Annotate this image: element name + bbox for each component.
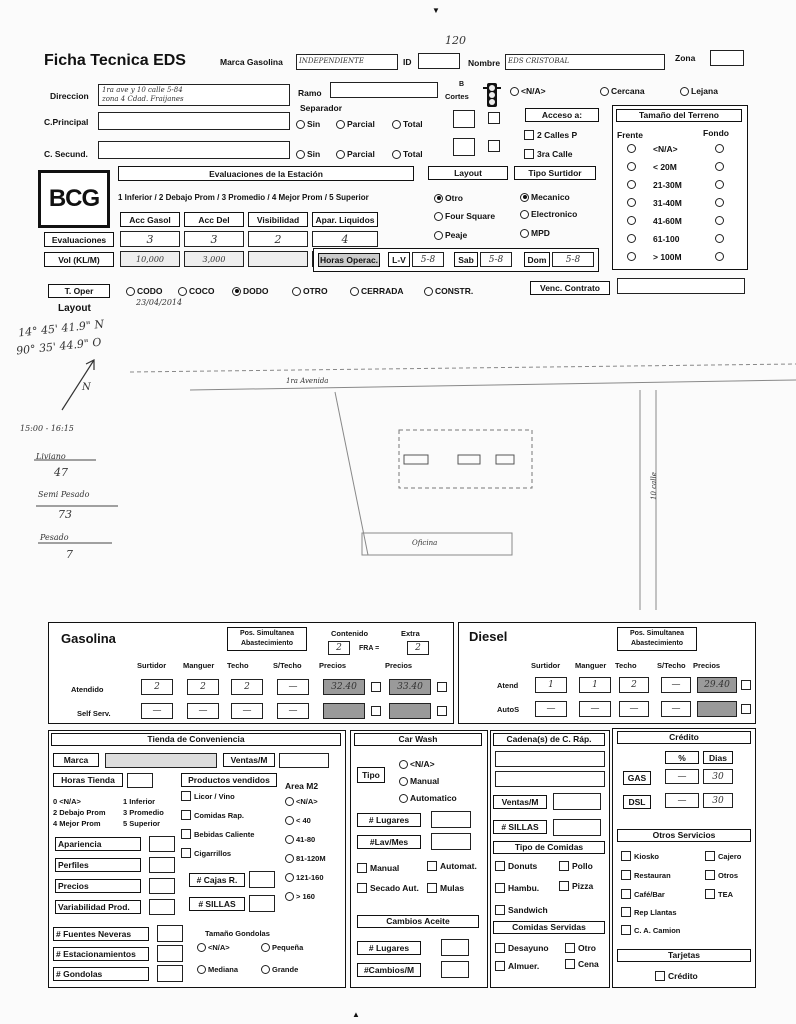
gas-col-header: Precios [319, 661, 347, 670]
count-label: # Gondolas [53, 967, 149, 981]
surtidor-electronico[interactable]: Electronico [520, 209, 577, 219]
gas-price-check[interactable] [437, 682, 447, 692]
direccion-line2: zona 4 Cdad. Fraijanes [102, 95, 184, 103]
time-range: 15:00 - 16:15 [20, 424, 74, 433]
carwash-tipo-label: Tipo [357, 767, 385, 783]
ramo-label: Ramo [298, 88, 322, 98]
tarjetas-title: Tarjetas [617, 949, 751, 962]
area-radio[interactable]: > 160 [285, 892, 315, 901]
horas-label: Horas Operac. [319, 255, 379, 265]
comida-sillas-label: # SILLAS [493, 820, 547, 834]
fondo-radio[interactable] [715, 252, 724, 261]
diesel-panel [458, 622, 756, 724]
product-check[interactable]: Licor / Vino [181, 791, 235, 801]
scale-left: 0 <N/A> [53, 797, 81, 806]
eval-col-label: Apar. Liquidos [312, 212, 378, 227]
surtidor-mpd[interactable]: MPD [520, 228, 550, 238]
rating-label: Variabilidad Prod. [55, 900, 141, 914]
terreno-size-label: > 100M [653, 252, 682, 262]
dom-label: Dom [524, 252, 550, 267]
b-label: B [459, 81, 465, 88]
office-label: Oficina [412, 539, 438, 547]
horas-group [313, 248, 599, 272]
credito-gas-pct[interactable]: — [665, 769, 699, 784]
gasolina-panel [48, 622, 454, 724]
gas-atendido-label: Atendido [71, 685, 104, 694]
comida-ventas-label: Ventas/M [493, 795, 547, 809]
cajas-label: # Cajas R. [189, 873, 245, 887]
tienda-panel [48, 730, 346, 988]
fondo-radio[interactable] [715, 144, 724, 153]
carwash-lugares-field[interactable] [431, 811, 471, 828]
credito-panel [612, 728, 756, 988]
carwash-auto[interactable]: Automatico [399, 793, 457, 803]
gas-col-header: Techo [227, 661, 249, 670]
eval-col-label: Acc Gasol [120, 212, 180, 227]
dsl-auto-cell[interactable]: — [619, 701, 649, 717]
gas-atendido-cell[interactable]: 32.40 [323, 679, 365, 695]
top-mark: ▼ [432, 6, 440, 15]
zona-label: Zona [675, 53, 696, 63]
eval-col-label: Visibilidad [248, 212, 308, 227]
direccion-field[interactable] [98, 84, 290, 106]
gas-self-cell[interactable] [323, 703, 365, 719]
credito-dsl-label: DSL [623, 795, 651, 809]
gas-col-header: S/Techo [273, 661, 302, 670]
tienda-title: Tienda de Conveniencia [51, 733, 341, 746]
dsl-atend-label: Atend [497, 681, 519, 690]
dsl-col-header: Precios [693, 661, 721, 670]
lv-label: L-V [388, 252, 410, 267]
fondo-radio[interactable] [715, 216, 724, 225]
dsl-atend-cell[interactable]: 2 [619, 677, 649, 693]
bcg-logo: BCG [38, 170, 110, 228]
frente-radio[interactable] [627, 162, 636, 171]
frente-radio[interactable] [627, 216, 636, 225]
toper-option[interactable]: CONSTR. [424, 286, 473, 296]
layout-four-square[interactable]: Four Square [434, 211, 495, 221]
frente-radio[interactable] [627, 234, 636, 243]
gas-atendido-cell[interactable]: 2 [187, 679, 219, 695]
tienda-ventas-label: Ventas/M [223, 753, 275, 767]
scale-right: 1 Inferior [123, 797, 156, 806]
terreno-size-label: < 20M [653, 162, 677, 172]
gas-price-check[interactable] [371, 706, 381, 716]
rating-label: Apariencia [55, 837, 141, 851]
scale-right: 5 Superior [123, 819, 161, 828]
contenido-label: Contenido [331, 629, 369, 638]
principal-total[interactable]: Total [392, 119, 423, 129]
eval-score-field[interactable]: 2 [248, 231, 308, 247]
credito-dsl-dias[interactable]: 30 [703, 793, 733, 808]
gas-self-cell[interactable]: — [187, 703, 219, 719]
dsl-col-header: Techo [615, 661, 637, 670]
gas-price-check[interactable] [371, 682, 381, 692]
surtidor-mecanico[interactable]: Mecanico [520, 192, 570, 202]
frente-radio[interactable] [627, 180, 636, 189]
vol-field[interactable] [248, 251, 308, 267]
area-label: Area M2 [285, 781, 319, 791]
count-field[interactable] [157, 965, 183, 982]
rating-field[interactable] [149, 899, 175, 915]
dsl-col-header: Surtidor [531, 661, 561, 670]
gas-atendido-cell[interactable]: 33.40 [389, 679, 431, 695]
product-check[interactable]: Bebidas Caliente [181, 829, 254, 839]
semi-value: 73 [58, 508, 72, 521]
marca-field[interactable]: INDEPENDIENTE [296, 54, 398, 70]
zona-field[interactable] [710, 50, 744, 66]
area-radio[interactable]: <N/A> [285, 797, 318, 806]
sab-field[interactable]: 5-8 [480, 252, 512, 267]
diesel-title: Diesel [469, 629, 508, 644]
liviano-label: Liviano [36, 452, 66, 461]
terreno-size-label: 31-40M [653, 198, 682, 208]
proximity-lejana[interactable]: Lejana [680, 86, 718, 96]
direccion-line1: 1ra ave y 10 calle 5-84 [102, 86, 183, 94]
id-field[interactable] [418, 53, 460, 69]
dsl-auto-cell[interactable] [697, 701, 737, 717]
dom-field[interactable]: 5-8 [552, 252, 594, 267]
principal-parcial[interactable]: Parcial [336, 119, 375, 129]
proximity-cercana[interactable]: Cercana [600, 86, 645, 96]
rating-label: Precios [55, 879, 141, 893]
c-principal-label: C.Principal [44, 117, 89, 127]
carwash-mulas-check[interactable]: Mulas [427, 883, 464, 893]
form-title: Ficha Tecnica EDS [44, 52, 186, 69]
gas-self-cell[interactable] [389, 703, 431, 719]
pesado-label: Pesado [40, 533, 69, 542]
comidas-servidas-title: Comidas Servidas [493, 921, 605, 934]
frente-radio[interactable] [627, 252, 636, 261]
dsl-auto-cell[interactable]: — [579, 701, 611, 717]
terreno-size-label: 21-30M [653, 180, 682, 190]
dsl-atend-cell[interactable]: 1 [535, 677, 567, 693]
comida-ventas-field[interactable] [553, 793, 601, 810]
coord-lon: 90° 35' 44.9" O [15, 335, 103, 358]
dsl-auto-label: AutoS [497, 705, 520, 714]
carwash-lav-field[interactable] [431, 833, 471, 850]
comida-pollo[interactable]: Pollo [559, 861, 593, 871]
tienda-ventas-field[interactable] [279, 753, 329, 768]
gas-self-label: Self Serv. [77, 709, 111, 718]
cajas-field[interactable] [249, 871, 275, 888]
tamano-radio[interactable]: <N/A> [197, 943, 230, 952]
extra-label: Extra [401, 629, 420, 638]
serv-otro[interactable]: Otro [565, 943, 596, 953]
road-label: 1ra Avenida [286, 377, 329, 385]
tienda-marca-field[interactable] [105, 753, 217, 768]
gas-atendido-cell[interactable]: 2 [141, 679, 173, 695]
contenido-field[interactable]: 2 [328, 641, 350, 655]
product-check[interactable]: Cigarrillos [181, 848, 231, 858]
gasolina-pos-sim: Pos. Simultanea Abastecimiento [227, 627, 307, 651]
credito-pct-label: % [665, 751, 699, 764]
tarjeta-credito[interactable]: Crédito [655, 971, 698, 981]
sab-label: Sab [454, 252, 478, 267]
dsl-col-header: Manguer [575, 661, 607, 670]
surtidor-title: Tipo Surtidor [514, 166, 596, 180]
scale-left: 4 Mejor Prom [53, 819, 101, 828]
semi-label: Semi Pesado [38, 490, 90, 499]
eval-score-field[interactable]: 3 [184, 231, 244, 247]
productos-label: Productos vendidos [181, 773, 277, 787]
eval-score-field[interactable]: 3 [120, 231, 180, 247]
fondo-radio[interactable] [715, 180, 724, 189]
otros-check[interactable]: Otros [705, 870, 738, 880]
venc-label: Venc. Contrato [530, 281, 610, 295]
credito-title: Crédito [617, 731, 751, 744]
carwash-automat-check[interactable]: Automat. [427, 861, 477, 871]
product-check[interactable]: Comidas Rap. [181, 810, 244, 820]
area-radio[interactable]: 121-160 [285, 873, 324, 882]
area-radio[interactable]: 81-120M [285, 854, 326, 863]
comida-hambu[interactable]: Hambu. [495, 883, 539, 893]
count-label: # Fuentes Neveras [53, 927, 149, 941]
toper-date: 23/04/2014 [136, 298, 183, 307]
vol-field[interactable]: 3,000 [184, 251, 244, 267]
frente-radio[interactable] [627, 198, 636, 207]
principal-cortes-field[interactable] [453, 110, 475, 128]
site-sketch [0, 330, 796, 620]
dsl-price-check[interactable] [741, 680, 751, 690]
sillas-field[interactable] [249, 895, 275, 912]
c-secund-field[interactable] [98, 141, 290, 159]
dsl-price-check[interactable] [741, 704, 751, 714]
horas-tienda-field[interactable] [127, 773, 153, 788]
eval-col-label: Acc Del [184, 212, 244, 227]
terreno-title: Tamaño del Terreno [616, 109, 742, 122]
rating-label: Perfiles [55, 858, 141, 872]
dsl-atend-cell[interactable]: 1 [579, 677, 611, 693]
scale-right: 3 Promedio [123, 808, 164, 817]
north-label: N [82, 382, 91, 393]
count-field[interactable] [157, 925, 183, 942]
credito-gas-dias[interactable]: 30 [703, 769, 733, 784]
dsl-auto-cell[interactable]: — [535, 701, 567, 717]
otros-check[interactable]: Café/Bar [621, 889, 665, 899]
nombre-label: Nombre [468, 58, 501, 68]
vol-row-label: Vol (KL/M) [44, 252, 114, 267]
venc-field[interactable] [617, 278, 745, 294]
rating-field[interactable] [149, 878, 175, 894]
gas-col-header: Manguer [183, 661, 215, 670]
comida-donuts[interactable]: Donuts [495, 861, 537, 871]
fondo-radio[interactable] [715, 162, 724, 171]
toper-option[interactable]: DODO [232, 286, 269, 296]
terreno-size-label: 61-100 [653, 234, 680, 244]
evaluaciones-row-label: Evaluaciones [44, 232, 114, 247]
otros-check[interactable]: Kiosko [621, 851, 659, 861]
fondo-radio[interactable] [715, 234, 724, 243]
cambios-title: Cambios Aceite [357, 915, 479, 928]
layout-peaje[interactable]: Peaje [434, 230, 467, 240]
carwash-title: Car Wash [354, 733, 482, 746]
gas-self-cell[interactable]: — [231, 703, 263, 719]
otros-check[interactable]: Rep Llantas [621, 907, 677, 917]
dsl-auto-cell[interactable]: — [661, 701, 691, 717]
count-label: # Estacionamientos [53, 947, 149, 961]
gas-self-cell[interactable]: — [141, 703, 173, 719]
cambios-lugares-label: # Lugares [357, 941, 421, 955]
principal-sin[interactable]: Sin [296, 119, 320, 129]
toper-option[interactable]: COCO [178, 286, 215, 296]
tamano-label: Tamaño Gondolas [205, 929, 270, 938]
otros-check[interactable]: TEA [705, 889, 733, 899]
cambios-m-field[interactable] [441, 961, 469, 978]
diesel-pos-sim: Pos. Simultanea Abastecimiento [617, 627, 697, 651]
proximity-na[interactable]: <N/A> [510, 86, 546, 96]
eval-score-field[interactable]: 4 [312, 231, 378, 247]
side-road-label: 10 calle [650, 472, 658, 500]
carwash-panel [350, 730, 488, 988]
id-label: ID [403, 57, 412, 67]
otros-check[interactable]: Cajero [705, 851, 741, 861]
tamano-radio[interactable]: Mediana [197, 965, 238, 974]
credito-dias-label: Dias [703, 751, 733, 764]
separador-label: Separador [300, 103, 343, 113]
area-radio[interactable]: < 40 [285, 816, 311, 825]
otros-check[interactable]: Restauran [621, 870, 671, 880]
marca-label: Marca Gasolina [220, 57, 283, 67]
layout-section-label: Layout [58, 303, 91, 314]
tipo-comidas-title: Tipo de Comidas [493, 841, 605, 854]
tienda-marca-label: Marca [53, 753, 99, 767]
tamano-radio[interactable]: Pequeña [261, 943, 303, 952]
comida-title: Cadena(s) de C. Ráp. [493, 733, 605, 746]
pesado-value: 7 [66, 548, 73, 561]
vol-field[interactable]: 10,000 [120, 251, 180, 267]
carwash-manual[interactable]: Manual [399, 776, 439, 786]
acceso-3ra-calle[interactable]: 3ra Calle [524, 149, 572, 159]
toper-option[interactable]: OTRO [292, 286, 328, 296]
otros-check[interactable]: C. A. Camion [621, 925, 680, 935]
toper-option[interactable]: CODO [126, 286, 163, 296]
comida-chain-field2[interactable] [495, 771, 605, 787]
secund-sin[interactable]: Sin [296, 149, 320, 159]
extra-field[interactable]: 2 [407, 641, 429, 655]
rating-field[interactable] [149, 836, 175, 852]
terreno-size-label: <N/A> [653, 144, 678, 154]
frente-label: Frente [617, 130, 643, 140]
comida-panel [490, 730, 610, 988]
rating-field[interactable] [149, 857, 175, 873]
liviano-value: 47 [54, 466, 68, 479]
credito-gas-label: GAS [623, 771, 651, 785]
evaluaciones-scale: 1 Inferior / 2 Debajo Prom / 3 Promedio / 4 Mejor Prom / 5 Superior [118, 193, 369, 202]
sillas-label: # SILLAS [189, 897, 245, 911]
nombre-field[interactable]: EDS CRISTOBAL [505, 54, 665, 70]
dsl-atend-cell[interactable]: — [661, 677, 691, 693]
comida-sandwich[interactable]: Sandwich [495, 905, 548, 915]
serv-desayuno[interactable]: Desayuno [495, 943, 549, 953]
fra-formula: FRA = [359, 645, 380, 652]
secund-total[interactable]: Total [392, 149, 423, 159]
dsl-atend-cell[interactable]: 29.40 [697, 677, 737, 693]
cortes-label: Cortes [445, 92, 469, 101]
direccion-label: Direccion [50, 91, 89, 101]
ramo-field[interactable] [330, 82, 438, 98]
lv-field[interactable]: 5-8 [412, 252, 444, 267]
page-number: 120 [445, 34, 466, 47]
horas-tienda-label: Horas Tienda [53, 773, 123, 787]
scale-left: 2 Debajo Prom [53, 808, 106, 817]
bottom-mark: ▲ [352, 1010, 360, 1019]
fondo-label: Fondo [703, 128, 729, 138]
otros-servicios-title: Otros Servicios [617, 829, 751, 842]
comida-chain-field1[interactable] [495, 751, 605, 767]
carwash-manual-check[interactable]: Manual [357, 863, 399, 873]
evaluaciones-title: Evaluaciones de la Estación [118, 166, 414, 181]
area-radio[interactable]: 41-80 [285, 835, 315, 844]
carwash-secado-check[interactable]: Secado Aut. [357, 883, 419, 893]
terreno-panel [612, 105, 748, 270]
gas-atendido-cell[interactable]: — [277, 679, 309, 695]
acceso-title: Acceso a: [525, 108, 599, 122]
credito-dsl-pct[interactable]: — [665, 793, 699, 808]
serv-almuer[interactable]: Almuer. [495, 961, 539, 971]
layout-otro[interactable]: Otro [434, 193, 463, 203]
coord-lat: 14° 45' 41.9" N [17, 317, 105, 340]
acceso-2calles[interactable]: 2 Calles P [524, 130, 577, 140]
frente-radio[interactable] [627, 144, 636, 153]
dsl-col-header: S/Techo [657, 661, 686, 670]
gas-atendido-cell[interactable]: 2 [231, 679, 263, 695]
carwash-na[interactable]: <N/A> [399, 759, 435, 769]
cambios-m-label: #Cambios/M [357, 963, 421, 977]
gasolina-title: Gasolina [61, 631, 116, 646]
c-principal-field[interactable] [98, 112, 290, 130]
layout-title: Layout [428, 166, 508, 180]
carwash-lugares-label: # Lugares [357, 813, 421, 827]
secund-parcial[interactable]: Parcial [336, 149, 375, 159]
serv-cena[interactable]: Cena [565, 959, 599, 969]
traffic-light-icon [483, 82, 501, 110]
toper-label: T. Oper [48, 284, 110, 298]
gas-col-header: Surtidor [137, 661, 167, 670]
fondo-radio[interactable] [715, 198, 724, 207]
comida-sillas-field[interactable] [553, 819, 601, 836]
comida-pizza[interactable]: Pizza [559, 881, 593, 891]
toper-option[interactable]: CERRADA [350, 286, 404, 296]
count-field[interactable] [157, 945, 183, 962]
c-secund-label: C. Secund. [44, 149, 88, 159]
secund-check[interactable] [488, 140, 500, 152]
gas-price-check[interactable] [437, 706, 447, 716]
carwash-lav-label: #Lav/Mes [357, 835, 421, 849]
principal-check[interactable] [488, 112, 500, 124]
secund-cortes-field[interactable] [453, 138, 475, 156]
gas-col-header: Precios [385, 661, 413, 670]
gas-self-cell[interactable]: — [277, 703, 309, 719]
tamano-radio[interactable]: Grande [261, 965, 298, 974]
cambios-lugares-field[interactable] [441, 939, 469, 956]
terreno-size-label: 41-60M [653, 216, 682, 226]
